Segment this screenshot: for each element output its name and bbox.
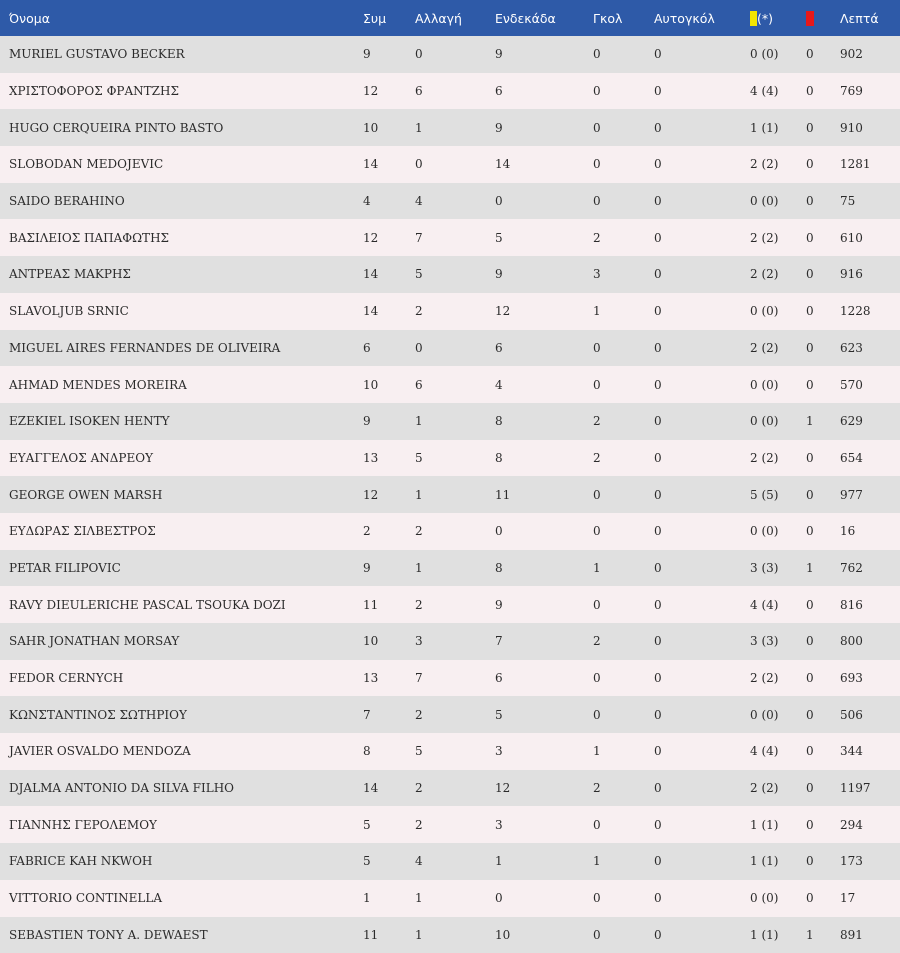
player-name-cell: MURIEL GUSTAVO BECKER: [0, 36, 363, 73]
starting-apps-cell: 12: [495, 293, 593, 330]
substitute-apps-cell: 0: [415, 330, 495, 367]
red-cards-cell: 0: [806, 183, 840, 220]
own-goals-cell: 0: [654, 586, 750, 623]
appearances-cell: 1: [363, 880, 415, 917]
minutes-cell: 654: [840, 440, 900, 477]
substitute-apps-cell: 7: [415, 660, 495, 697]
appearances-cell: 11: [363, 917, 415, 953]
red-cards-cell: 0: [806, 293, 840, 330]
player-name-cell: MIGUEL AIRES FERNANDES DE OLIVEIRA: [0, 330, 363, 367]
table-body: [0, 36, 900, 953]
appearances-cell: 5: [363, 843, 415, 880]
red-cards-cell: 0: [806, 696, 840, 733]
yellow-cards-cell: 0 (0): [750, 880, 806, 917]
starting-apps-cell: 5: [495, 219, 593, 256]
appearances-cell: 9: [363, 403, 415, 440]
player-name-cell: ΒΑΣΙΛΕΙΟΣ ΠΑΠΑΦΩΤΗΣ: [0, 219, 363, 256]
minutes-cell: 977: [840, 476, 900, 513]
appearances-cell: 12: [363, 219, 415, 256]
minutes-cell: 816: [840, 586, 900, 623]
appearances-cell: 9: [363, 36, 415, 73]
appearances-cell: 13: [363, 660, 415, 697]
own-goals-cell: 0: [654, 440, 750, 477]
goals-cell: 1: [593, 843, 654, 880]
appearances-cell: 10: [363, 109, 415, 146]
substitute-apps-cell: 2: [415, 513, 495, 550]
goals-cell: 0: [593, 183, 654, 220]
player-name-cell: EZEKIEL ISOKEN HENTY: [0, 403, 363, 440]
table-row: [0, 293, 900, 330]
own-goals-cell: 0: [654, 806, 750, 843]
red-cards-cell: 0: [806, 843, 840, 880]
starting-apps-cell: 1: [495, 843, 593, 880]
minutes-cell: 1228: [840, 293, 900, 330]
table-row: [0, 696, 900, 733]
starting-apps-cell: 0: [495, 880, 593, 917]
appearances-cell: 6: [363, 330, 415, 367]
table-row: [0, 476, 900, 513]
appearances-cell: 9: [363, 550, 415, 587]
substitute-apps-cell: 5: [415, 256, 495, 293]
red-cards-cell: 0: [806, 586, 840, 623]
starting-apps-cell: 5: [495, 696, 593, 733]
header-row: [0, 0, 900, 36]
player-name-cell: GEORGE OWEN MARSH: [0, 476, 363, 513]
yellow-cards-cell: 1 (1): [750, 806, 806, 843]
starting-apps-cell: 6: [495, 330, 593, 367]
minutes-cell: 902: [840, 36, 900, 73]
red-cards-cell: 0: [806, 770, 840, 807]
minutes-cell: 1281: [840, 146, 900, 183]
own-goals-cell: 0: [654, 256, 750, 293]
appearances-cell: 14: [363, 293, 415, 330]
header-own-goals[interactable]: Αυτογκόλ: [654, 0, 750, 36]
yellow-cards-cell: 0 (0): [750, 403, 806, 440]
yellow-cards-cell: 4 (4): [750, 73, 806, 110]
yellow-cards-cell: 2 (2): [750, 146, 806, 183]
own-goals-cell: 0: [654, 550, 750, 587]
yellow-cards-cell: 1 (1): [750, 843, 806, 880]
starting-apps-cell: 7: [495, 623, 593, 660]
header-start[interactable]: Ενδεκάδα: [495, 0, 593, 36]
red-cards-cell: 0: [806, 36, 840, 73]
table-row: [0, 843, 900, 880]
player-name-cell: JAVIER OSVALDO MENDOZA: [0, 733, 363, 770]
red-cards-cell: 0: [806, 623, 840, 660]
table-row: [0, 513, 900, 550]
substitute-apps-cell: 4: [415, 183, 495, 220]
minutes-cell: 173: [840, 843, 900, 880]
own-goals-cell: 0: [654, 109, 750, 146]
own-goals-cell: 0: [654, 513, 750, 550]
own-goals-cell: 0: [654, 770, 750, 807]
red-cards-cell: 0: [806, 733, 840, 770]
yellow-cards-cell: 0 (0): [750, 293, 806, 330]
starting-apps-cell: 0: [495, 513, 593, 550]
goals-cell: 0: [593, 880, 654, 917]
substitute-apps-cell: 0: [415, 146, 495, 183]
yellow-cards-cell: 1 (1): [750, 109, 806, 146]
starting-apps-cell: 9: [495, 256, 593, 293]
substitute-apps-cell: 6: [415, 73, 495, 110]
own-goals-cell: 0: [654, 696, 750, 733]
appearances-cell: 5: [363, 806, 415, 843]
red-cards-cell: 0: [806, 73, 840, 110]
starting-apps-cell: 9: [495, 109, 593, 146]
substitute-apps-cell: 0: [415, 36, 495, 73]
own-goals-cell: 0: [654, 183, 750, 220]
goals-cell: 0: [593, 73, 654, 110]
minutes-cell: 916: [840, 256, 900, 293]
table-row: [0, 219, 900, 256]
own-goals-cell: 0: [654, 403, 750, 440]
minutes-cell: 693: [840, 660, 900, 697]
goals-cell: 1: [593, 293, 654, 330]
yellow-cards-cell: 1 (1): [750, 917, 806, 953]
table-row: [0, 36, 900, 73]
player-name-cell: FABRICE KAH NKWOH: [0, 843, 363, 880]
player-name-cell: FEDOR CERNYCH: [0, 660, 363, 697]
starting-apps-cell: 4: [495, 366, 593, 403]
table-row: [0, 330, 900, 367]
table-row: [0, 733, 900, 770]
minutes-cell: 1197: [840, 770, 900, 807]
yellow-cards-cell: 3 (3): [750, 550, 806, 587]
red-cards-cell: 0: [806, 330, 840, 367]
goals-cell: 2: [593, 219, 654, 256]
player-name-cell: SLAVOLJUB SRNIC: [0, 293, 363, 330]
minutes-cell: 769: [840, 73, 900, 110]
substitute-apps-cell: 2: [415, 293, 495, 330]
yellow-cards-cell: 2 (2): [750, 256, 806, 293]
appearances-cell: 14: [363, 770, 415, 807]
starting-apps-cell: 8: [495, 550, 593, 587]
own-goals-cell: 0: [654, 330, 750, 367]
table-row: [0, 73, 900, 110]
own-goals-cell: 0: [654, 843, 750, 880]
table-row: [0, 770, 900, 807]
yellow-cards-cell: 4 (4): [750, 733, 806, 770]
goals-cell: 0: [593, 476, 654, 513]
yellow-cards-cell: 3 (3): [750, 623, 806, 660]
own-goals-cell: 0: [654, 73, 750, 110]
own-goals-cell: 0: [654, 146, 750, 183]
table-row: [0, 623, 900, 660]
goals-cell: 0: [593, 366, 654, 403]
goals-cell: 3: [593, 256, 654, 293]
minutes-cell: 623: [840, 330, 900, 367]
yellow-cards-cell: 0 (0): [750, 696, 806, 733]
appearances-cell: 12: [363, 73, 415, 110]
table-row: [0, 440, 900, 477]
goals-cell: 0: [593, 513, 654, 550]
red-cards-cell: 0: [806, 660, 840, 697]
player-name-cell: AHMAD MENDES MOREIRA: [0, 366, 363, 403]
own-goals-cell: 0: [654, 880, 750, 917]
yellow-cards-cell: 0 (0): [750, 36, 806, 73]
goals-cell: 2: [593, 770, 654, 807]
appearances-cell: 10: [363, 623, 415, 660]
yellow-cards-cell: 4 (4): [750, 586, 806, 623]
goals-cell: 0: [593, 109, 654, 146]
goals-cell: 0: [593, 917, 654, 953]
red-cards-cell: 0: [806, 146, 840, 183]
minutes-cell: 762: [840, 550, 900, 587]
own-goals-cell: 0: [654, 36, 750, 73]
player-name-cell: ΚΩΝΣΤΑΝΤΙΝΟΣ ΣΩΤΗΡΙΟΥ: [0, 696, 363, 733]
own-goals-cell: 0: [654, 733, 750, 770]
goals-cell: 2: [593, 440, 654, 477]
red-cards-cell: 0: [806, 476, 840, 513]
goals-cell: 0: [593, 660, 654, 697]
minutes-cell: 629: [840, 403, 900, 440]
header-yellow-suffix: (*): [757, 11, 773, 26]
minutes-cell: 75: [840, 183, 900, 220]
red-cards-cell: 0: [806, 109, 840, 146]
appearances-cell: 12: [363, 476, 415, 513]
header-goals[interactable]: Γκολ: [593, 0, 654, 36]
appearances-cell: 7: [363, 696, 415, 733]
header-minutes[interactable]: Λεπτά: [840, 0, 900, 36]
player-name-cell: SLOBODAN MEDOJEVIC: [0, 146, 363, 183]
starting-apps-cell: 3: [495, 806, 593, 843]
goals-cell: 0: [593, 586, 654, 623]
red-cards-cell: 0: [806, 806, 840, 843]
appearances-cell: 11: [363, 586, 415, 623]
goals-cell: 2: [593, 403, 654, 440]
substitute-apps-cell: 1: [415, 109, 495, 146]
starting-apps-cell: 3: [495, 733, 593, 770]
own-goals-cell: 0: [654, 917, 750, 953]
starting-apps-cell: 11: [495, 476, 593, 513]
substitute-apps-cell: 2: [415, 586, 495, 623]
appearances-cell: 14: [363, 146, 415, 183]
minutes-cell: 570: [840, 366, 900, 403]
red-card-icon: [806, 11, 814, 26]
header-yellow-cards[interactable]: [750, 0, 806, 36]
red-cards-cell: 1: [806, 917, 840, 953]
player-name-cell: ΓΙΑΝΝΗΣ ΓΕΡΟΛΕΜΟΥ: [0, 806, 363, 843]
starting-apps-cell: 9: [495, 586, 593, 623]
table-row: [0, 550, 900, 587]
yellow-card-icon: [750, 11, 757, 26]
header-name[interactable]: Όνομα: [0, 0, 363, 36]
minutes-cell: 16: [840, 513, 900, 550]
substitute-apps-cell: 6: [415, 366, 495, 403]
substitute-apps-cell: 5: [415, 733, 495, 770]
starting-apps-cell: 0: [495, 183, 593, 220]
red-cards-cell: 0: [806, 880, 840, 917]
goals-cell: 2: [593, 623, 654, 660]
player-name-cell: ΕΥΔΩΡΑΣ ΣΙΛΒΕΣΤΡΟΣ: [0, 513, 363, 550]
substitute-apps-cell: 2: [415, 696, 495, 733]
header-sub[interactable]: Αλλαγή: [415, 0, 495, 36]
starting-apps-cell: 9: [495, 36, 593, 73]
substitute-apps-cell: 1: [415, 917, 495, 953]
player-name-cell: ΧΡΙΣΤΟΦΟΡΟΣ ΦΡΑΝΤΖΗΣ: [0, 73, 363, 110]
player-name-cell: HUGO CERQUEIRA PINTO BASTO: [0, 109, 363, 146]
yellow-cards-cell: 2 (2): [750, 770, 806, 807]
goals-cell: 0: [593, 330, 654, 367]
minutes-cell: 294: [840, 806, 900, 843]
table-row: [0, 660, 900, 697]
red-cards-cell: 1: [806, 403, 840, 440]
table-row: [0, 880, 900, 917]
appearances-cell: 4: [363, 183, 415, 220]
player-name-cell: RAVY DIEULERICHE PASCAL TSOUKA DOZI: [0, 586, 363, 623]
starting-apps-cell: 8: [495, 440, 593, 477]
table-row: [0, 586, 900, 623]
player-name-cell: ΑΝΤΡΕΑΣ ΜΑΚΡΗΣ: [0, 256, 363, 293]
player-name-cell: VITTORIO CONTINELLA: [0, 880, 363, 917]
red-cards-cell: 0: [806, 366, 840, 403]
minutes-cell: 506: [840, 696, 900, 733]
goals-cell: 1: [593, 550, 654, 587]
appearances-cell: 8: [363, 733, 415, 770]
own-goals-cell: 0: [654, 623, 750, 660]
table-row: [0, 917, 900, 953]
appearances-cell: 2: [363, 513, 415, 550]
starting-apps-cell: 8: [495, 403, 593, 440]
player-name-cell: SEBASTIEN TONY A. DEWAEST: [0, 917, 363, 953]
yellow-cards-cell: 2 (2): [750, 330, 806, 367]
red-cards-cell: 0: [806, 219, 840, 256]
player-name-cell: PETAR FILIPOVIC: [0, 550, 363, 587]
minutes-cell: 891: [840, 917, 900, 953]
own-goals-cell: 0: [654, 293, 750, 330]
yellow-cards-cell: 0 (0): [750, 513, 806, 550]
minutes-cell: 910: [840, 109, 900, 146]
table-header: [0, 0, 900, 36]
table-row: [0, 109, 900, 146]
red-cards-cell: 0: [806, 256, 840, 293]
substitute-apps-cell: 2: [415, 770, 495, 807]
minutes-cell: 800: [840, 623, 900, 660]
own-goals-cell: 0: [654, 476, 750, 513]
substitute-apps-cell: 7: [415, 219, 495, 256]
own-goals-cell: 0: [654, 219, 750, 256]
table-row: [0, 256, 900, 293]
substitute-apps-cell: 1: [415, 550, 495, 587]
starting-apps-cell: 12: [495, 770, 593, 807]
player-name-cell: DJALMA ANTONIO DA SILVA FILHO: [0, 770, 363, 807]
goals-cell: 0: [593, 146, 654, 183]
table-row: [0, 366, 900, 403]
table-row: [0, 403, 900, 440]
appearances-cell: 13: [363, 440, 415, 477]
minutes-cell: 17: [840, 880, 900, 917]
yellow-cards-cell: 0 (0): [750, 183, 806, 220]
goals-cell: 0: [593, 806, 654, 843]
starting-apps-cell: 10: [495, 917, 593, 953]
table-row: [0, 146, 900, 183]
substitute-apps-cell: 1: [415, 476, 495, 513]
red-cards-cell: 1: [806, 550, 840, 587]
player-name-cell: SAHR JONATHAN MORSAY: [0, 623, 363, 660]
yellow-cards-cell: 2 (2): [750, 660, 806, 697]
starting-apps-cell: 6: [495, 660, 593, 697]
yellow-cards-cell: 2 (2): [750, 440, 806, 477]
substitute-apps-cell: 2: [415, 806, 495, 843]
yellow-cards-cell: 2 (2): [750, 219, 806, 256]
substitute-apps-cell: 5: [415, 440, 495, 477]
own-goals-cell: 0: [654, 366, 750, 403]
red-cards-cell: 0: [806, 513, 840, 550]
own-goals-cell: 0: [654, 660, 750, 697]
player-name-cell: SAIDO BERAHINO: [0, 183, 363, 220]
minutes-cell: 610: [840, 219, 900, 256]
header-red-cards[interactable]: [806, 0, 840, 36]
starting-apps-cell: 14: [495, 146, 593, 183]
substitute-apps-cell: 1: [415, 880, 495, 917]
yellow-cards-cell: 0 (0): [750, 366, 806, 403]
substitute-apps-cell: 1: [415, 403, 495, 440]
yellow-cards-cell: 5 (5): [750, 476, 806, 513]
table-row: [0, 183, 900, 220]
starting-apps-cell: 6: [495, 73, 593, 110]
player-name-cell: ΕΥΑΓΓΕΛΟΣ ΑΝΔΡΕΟΥ: [0, 440, 363, 477]
goals-cell: 0: [593, 36, 654, 73]
minutes-cell: 344: [840, 733, 900, 770]
substitute-apps-cell: 3: [415, 623, 495, 660]
header-apps[interactable]: Συμ: [363, 0, 415, 36]
appearances-cell: 14: [363, 256, 415, 293]
goals-cell: 0: [593, 696, 654, 733]
goals-cell: 1: [593, 733, 654, 770]
table-row: [0, 806, 900, 843]
appearances-cell: 10: [363, 366, 415, 403]
substitute-apps-cell: 4: [415, 843, 495, 880]
red-cards-cell: 0: [806, 440, 840, 477]
